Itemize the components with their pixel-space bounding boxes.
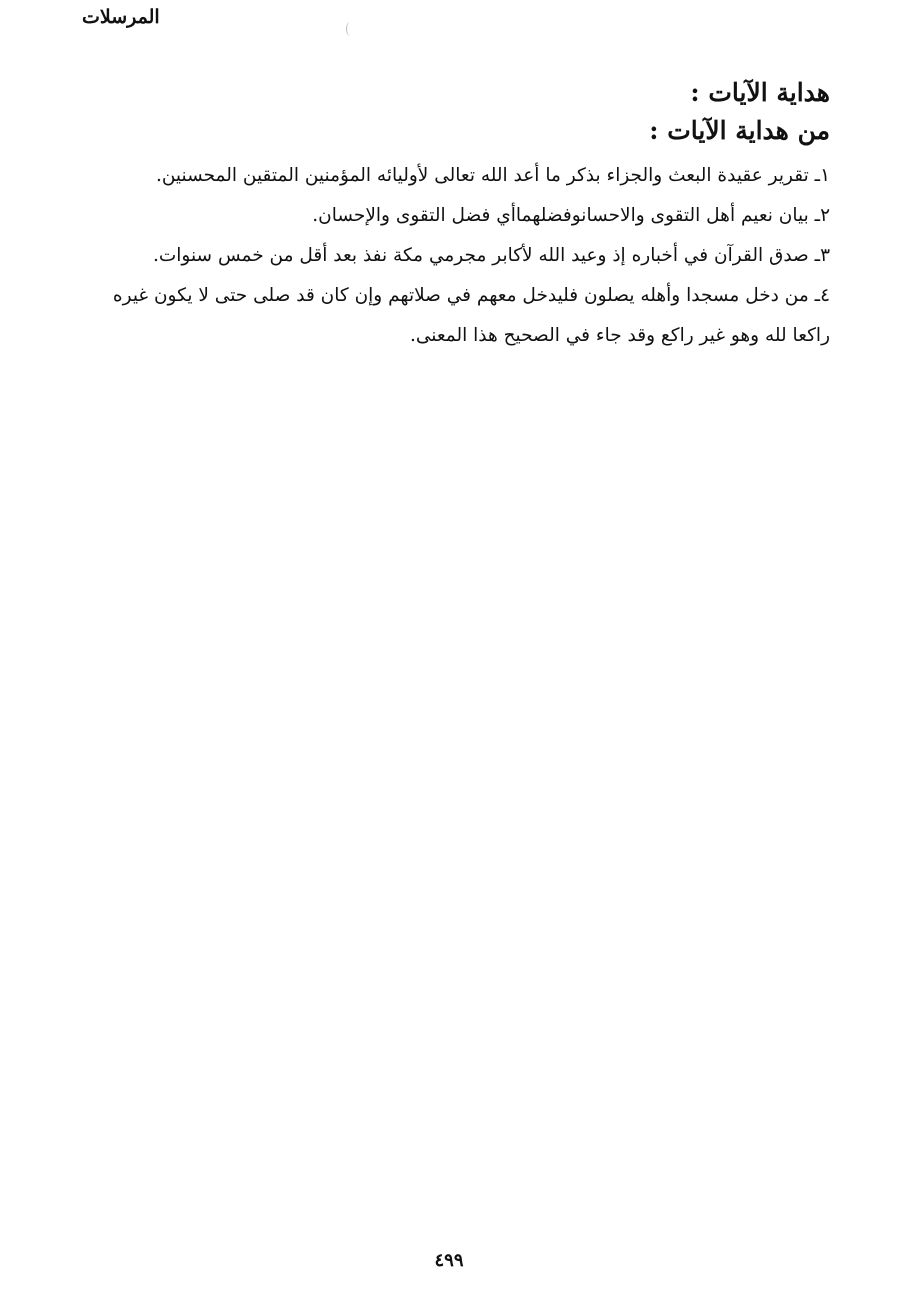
guidance-item-3: ٣ـ صدق القرآن في أخباره إذ وعيد الله لأكابر مجرمي مكة نفذ بعد أقل من خمس سنوات. <box>152 245 830 266</box>
section-heading: هداية الآيات : <box>690 78 830 107</box>
guidance-item-2: ٢ـ بيان نعيم أهل التقوى والاحسانوفضلهماأي فضل التقوى والإحسان. <box>312 205 830 226</box>
page-content <box>70 74 830 356</box>
guidance-item-4: ٤ـ من دخل مسجدا وأهله يصلون فليدخل معهم في صلاتهم وإن كان قد صلى حتى لا يكون غيره راكعا لله وهو غير راكع وقد جاء في الصحيح هذا المعنى. <box>112 285 830 346</box>
running-header: المرسلات <box>82 6 160 28</box>
scan-mark <box>346 22 354 36</box>
guidance-list <box>70 156 830 356</box>
guidance-item-1: ١ـ تقرير عقيدة البعث والجزاء بذكر ما أعد الله تعالى لأوليائه المؤمنين المتقين المحسنين. <box>155 165 830 186</box>
page-number: ٤٩٩ <box>434 1250 464 1271</box>
section-subheading: من هداية الآيات : <box>649 116 830 145</box>
